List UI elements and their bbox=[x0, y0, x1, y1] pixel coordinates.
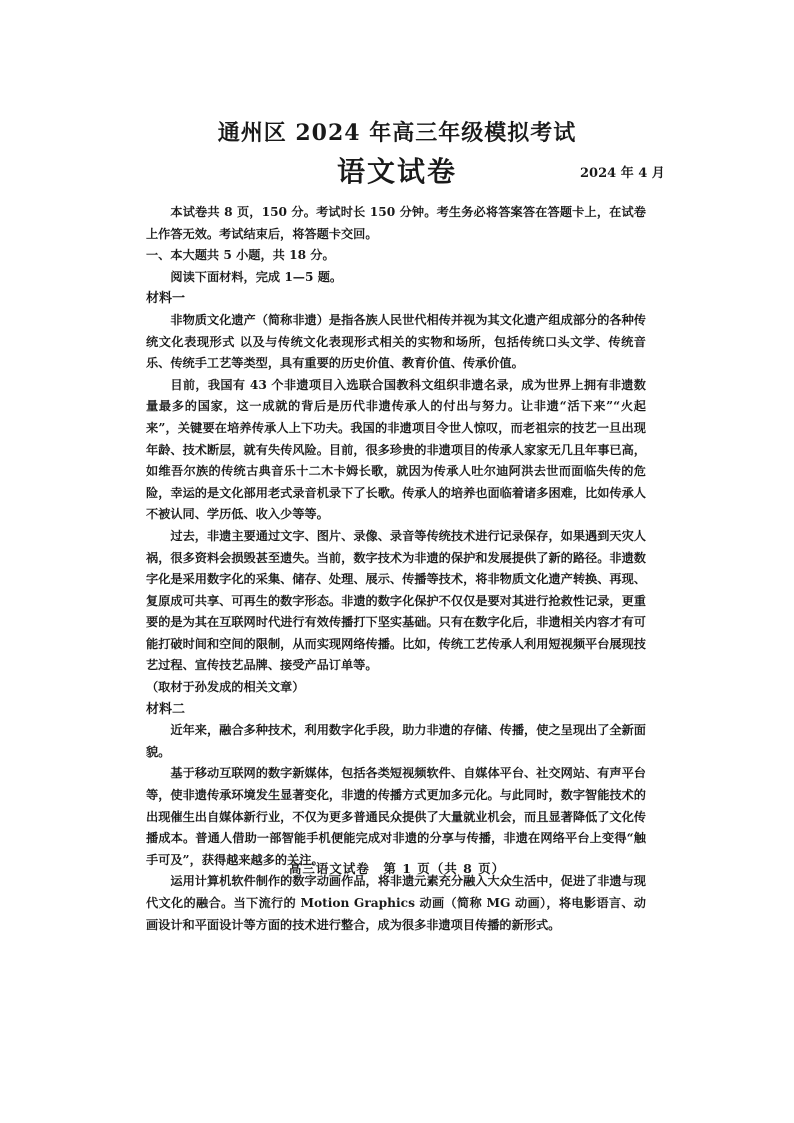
instructions-text: 本试卷共 8 页，150 分。考试时长 150 分钟。考生务必将答案答在答题卡上，在试卷上作答无效。考试结束后，将答题卡交回。 bbox=[146, 205, 646, 241]
material1-paragraph: 非物质文化遗产（简称非遗）是指各族人民世代相传并视为其文化遗产组成部分的各种传统文化表现形式 以及与传统文化表现形式相关的实物和场所，包括传统口头文学、传统音乐、传统手工艺等类型，具有重要的历史价值、教育价值、传承价值。 bbox=[146, 312, 646, 371]
page-footer: 高三语文试卷 第 1 页（共 8 页） bbox=[288, 861, 506, 876]
material2-paragraph: 基于移动互联网的数字新媒体，包括各类短视频软件、自媒体平台、社交网站、有声平台等，使非遗传承环境发生显著变化，非遗的传播方式更加多元化。与此同时，数字智能技术的出现催生出自媒体新行业，不仅为更多普通民众提供了大量就业机会，而且显著降低了文化传播成本。普通人借助一部智能手机便能完成对非遗的分享与传播，非遗在网络平台上变得“触手可及”，获得越来越多的关注。 bbox=[146, 766, 646, 867]
exam-title: 通州区 2024 年高三年级模拟考试 bbox=[217, 120, 577, 146]
material2-paragraph: 运用计算机软件制作的数字动画作品，将非遗元素充分融入大众生活中，促进了非遗与现代文化的融合。当下流行的 Motion Graphics 动画（简称 MG 动画），将电影语言、动画设计和平面设计等方面的技术进行整合，成为很多非遗项目传播的新形式。 bbox=[146, 874, 646, 932]
material1-paragraph: 过去，非遗主要通过文字、图片、录像、录音等传统技术进行记录保存，如果遇到天灾人祸，很多资料会损毁甚至遗失。当前，数字技术为非遗的保护和发展提供了新的路径。非遗数字化是采用数字化的采集、储存、处理、展示、传播等技术，将非物质文化遗产转换、再现、复原成可共享、可再生的数字形态。非遗的数字化保护不仅仅是要对其进行抢救性记录，更重要的是为其在互联网时代进行有效传播打下坚实基础。只有在数字化后，非遗相关内容才有可能打破时间和空间的限制，从而实现网络传播。比如，传统工艺传承人利用短视频平台展现技艺过程、宣传技艺品牌、接受产品订单等。 bbox=[146, 528, 646, 673]
material1-paragraph: 目前，我国有 43 个非遗项目入选联合国教科文组织非遗名录，成为世界上拥有非遗数量最多的国家，这一成就的背后是历代非遗传承人的付出与努力。让非遗“活下来”“火起来”，关键要在培养传承人上下功夫。我国的非遗项目令世人惊叹，而老祖宗的技艺一旦出现年龄、技术断层，就有失传风险。目前，很多珍贵的非遗项目的传承人家家无几且年事已高，如维吾尔族的传统古典音乐十二木卡姆长歌，就因为传承人吐尔迪阿洪去世而面临失传的危险，幸运的是文化部用老式录音机录下了长歌。传承人的培养也面临着诸多困难，比如传承人不被认同、学历低、收入少等等。 bbox=[146, 377, 646, 522]
reading-prompt: 阅读下面材料，完成 1—5 题。 bbox=[170, 269, 343, 284]
material1-source: （取材于孙发成的相关文章） bbox=[146, 680, 305, 695]
material2-paragraph: 近年来，融合多种技术，利用数字化手段，助力非遗的存储、传播，使之呈现出了全新面貌。 bbox=[146, 723, 646, 759]
material1-heading: 材料一 bbox=[146, 291, 186, 307]
exam-body bbox=[146, 202, 646, 936]
subject-title: 语文试卷 bbox=[336, 155, 457, 188]
exam-date: 2024 年 4 月 bbox=[580, 166, 665, 181]
material2-heading: 材料二 bbox=[146, 701, 186, 717]
section-heading: 一、本大题共 5 小题，共 18 分。 bbox=[146, 248, 335, 263]
